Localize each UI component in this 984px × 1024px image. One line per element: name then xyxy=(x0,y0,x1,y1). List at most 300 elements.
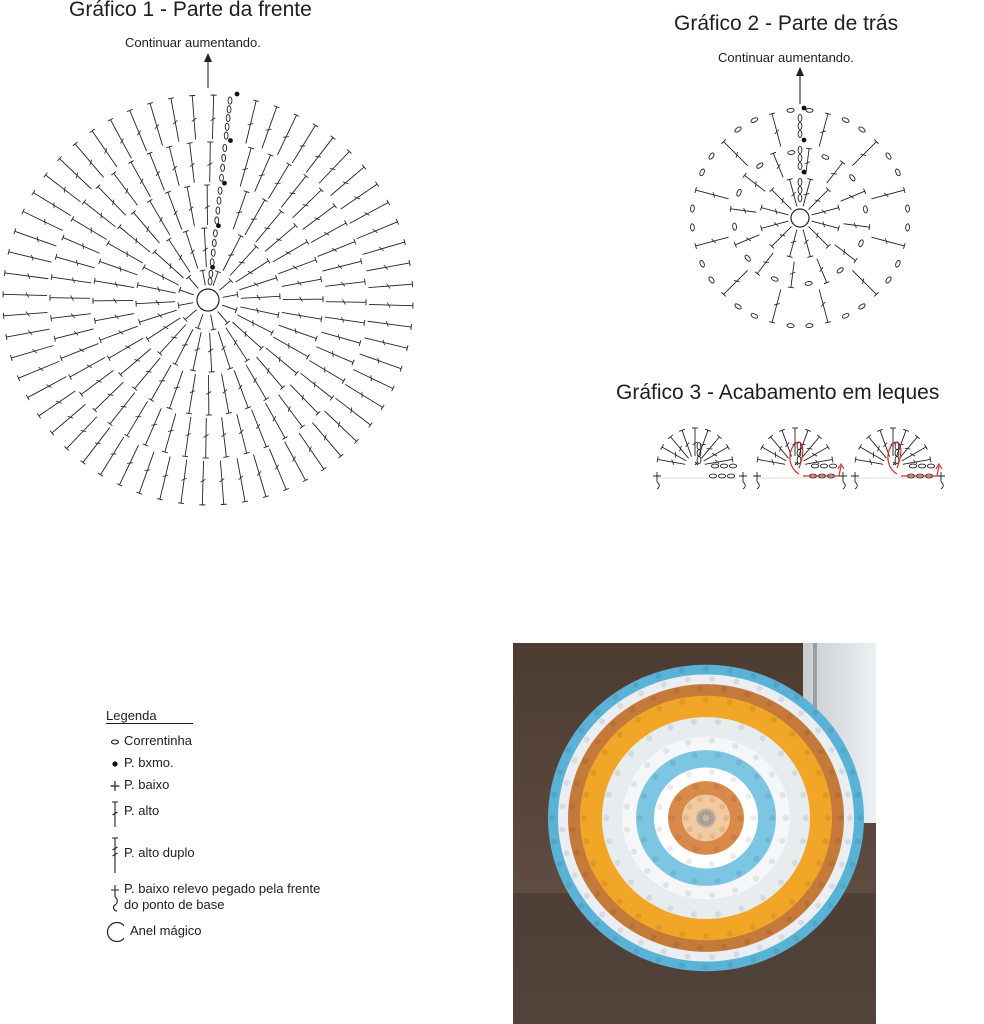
chain-stitch xyxy=(788,150,796,155)
stitch xyxy=(222,374,232,414)
stitch xyxy=(311,220,347,242)
stitch xyxy=(257,357,285,389)
chain-icon xyxy=(106,733,124,749)
stitch xyxy=(69,358,105,380)
chain-stitch xyxy=(771,276,779,282)
chain-stitch xyxy=(811,464,818,468)
stitch xyxy=(265,223,297,251)
stitch xyxy=(804,444,830,461)
legend-label: P. alto duplo xyxy=(124,845,195,860)
stitch xyxy=(124,401,147,437)
stitch xyxy=(322,258,362,271)
stitch xyxy=(704,444,730,461)
chain-stitch xyxy=(699,260,705,268)
front-post-stitch xyxy=(839,472,847,489)
stitch xyxy=(779,429,791,456)
chain-stitch xyxy=(224,132,228,139)
chain-stitch xyxy=(821,154,829,160)
stitch xyxy=(37,391,75,418)
chain-stitch xyxy=(718,474,725,478)
stitch xyxy=(206,375,212,415)
stitch xyxy=(801,435,821,458)
stitch xyxy=(369,281,413,288)
stitch xyxy=(117,445,139,486)
stitch xyxy=(165,191,182,230)
legend-item-magic-ring xyxy=(106,921,366,943)
legend-label: P. bxmo. xyxy=(124,755,174,770)
stitch xyxy=(246,365,269,401)
stitch xyxy=(266,403,288,439)
stitch xyxy=(755,253,773,275)
stitch xyxy=(877,429,889,456)
stitch xyxy=(147,103,162,146)
stitch xyxy=(203,418,209,458)
fan-3 xyxy=(851,428,945,489)
stitch xyxy=(318,239,356,257)
stitch xyxy=(186,374,196,414)
front-post-stitch xyxy=(851,472,859,489)
stitch xyxy=(99,326,138,343)
stitch xyxy=(325,279,365,287)
stitch xyxy=(293,188,324,218)
stitch xyxy=(118,349,150,377)
stitch xyxy=(787,230,797,258)
chain-stitch xyxy=(729,464,736,468)
stitch xyxy=(218,331,233,369)
stitch xyxy=(90,129,117,167)
stitch xyxy=(221,417,229,457)
stitch xyxy=(695,237,729,249)
stitch xyxy=(239,275,277,290)
chain-stitch xyxy=(895,168,901,176)
stitch xyxy=(701,435,721,458)
stitch xyxy=(285,442,309,482)
stitch xyxy=(325,317,365,326)
chain-stitch xyxy=(750,117,758,123)
stitch xyxy=(350,200,390,224)
stitch xyxy=(812,205,840,215)
chain-stitch xyxy=(849,174,856,182)
stitch xyxy=(26,377,66,401)
chain-stitch xyxy=(734,303,742,310)
stitch xyxy=(844,223,870,231)
magic-ring-icon xyxy=(106,921,124,943)
stitch xyxy=(761,444,787,461)
double-crochet-icon xyxy=(106,799,124,829)
stitch xyxy=(252,410,270,448)
stitch xyxy=(331,165,366,196)
stitch xyxy=(273,337,309,359)
chain-stitch xyxy=(798,146,802,153)
stitch xyxy=(117,224,150,252)
stitch xyxy=(190,332,201,371)
stitch xyxy=(57,156,91,189)
stitch xyxy=(341,182,379,209)
chain-stitch xyxy=(227,106,231,113)
stitch xyxy=(787,179,797,207)
stitch xyxy=(312,423,343,458)
stitch xyxy=(803,179,813,207)
stitch xyxy=(223,292,238,298)
stitch xyxy=(278,395,304,429)
legend-item-chain xyxy=(106,733,366,749)
stitch xyxy=(149,365,171,401)
stitch xyxy=(769,113,781,147)
stitch xyxy=(303,203,337,229)
stitch xyxy=(200,270,206,285)
slip-stitch xyxy=(802,138,807,143)
stitch xyxy=(279,325,318,341)
stitch xyxy=(178,302,193,308)
stitch xyxy=(3,312,47,319)
fan-1 xyxy=(653,428,747,489)
stitch xyxy=(223,235,243,271)
chain-stitch xyxy=(905,224,909,232)
stitch xyxy=(841,188,866,201)
stitch xyxy=(219,278,232,290)
legend-item-single-crochet xyxy=(106,777,366,793)
chain-stitch xyxy=(708,276,715,284)
stitch xyxy=(273,239,309,262)
chain-stitch xyxy=(222,154,226,161)
chain-stitch xyxy=(699,168,705,176)
stitch xyxy=(107,338,143,361)
slip-stitch-icon xyxy=(106,755,124,771)
stitch xyxy=(292,124,318,163)
stitch xyxy=(788,262,796,288)
stitch xyxy=(11,346,54,361)
chain-stitch xyxy=(798,194,802,201)
chain-stitch xyxy=(210,259,214,266)
stitch xyxy=(173,329,193,365)
stitch xyxy=(299,433,326,471)
chain-stitch xyxy=(709,474,716,478)
stitch xyxy=(32,190,71,216)
stitch xyxy=(50,295,90,301)
stitch xyxy=(301,373,334,400)
chain-stitch xyxy=(858,126,866,133)
chain-stitch xyxy=(732,223,737,231)
chart1-title: Gráfico 1 - Parte da frente xyxy=(69,0,312,21)
stitch xyxy=(139,310,177,325)
stitch xyxy=(364,338,407,351)
stitch xyxy=(199,461,205,505)
chain-stitch xyxy=(806,323,814,327)
stitch xyxy=(96,185,126,216)
stitch xyxy=(353,370,394,392)
stitch xyxy=(182,417,191,457)
stitch xyxy=(679,429,691,456)
stitch xyxy=(79,370,113,396)
chain-stitch xyxy=(208,278,212,285)
stitch xyxy=(730,206,756,214)
chain-stitch xyxy=(798,162,802,169)
treble-crochet-icon xyxy=(106,835,124,875)
stitch xyxy=(157,456,170,499)
stitch xyxy=(220,461,227,505)
stitch xyxy=(108,118,132,158)
stitch xyxy=(827,161,845,183)
stitch xyxy=(237,414,250,454)
stitch xyxy=(282,276,322,286)
arrow-head xyxy=(796,67,804,76)
stitch xyxy=(207,142,213,182)
chain-stitch xyxy=(842,313,850,319)
stitch xyxy=(179,287,194,295)
stitch xyxy=(819,113,831,147)
stitch xyxy=(241,293,280,300)
stitch xyxy=(325,411,359,444)
chain-stitch xyxy=(213,230,217,237)
chain-stitch xyxy=(211,249,215,256)
stitch xyxy=(761,221,789,231)
stitch xyxy=(266,348,299,376)
stitch xyxy=(210,315,216,330)
stitch xyxy=(99,259,138,275)
stitch xyxy=(98,437,124,476)
stitch xyxy=(108,393,135,426)
stitch xyxy=(222,305,237,313)
stitch xyxy=(168,98,179,142)
stitch xyxy=(137,282,176,293)
chain-stitch xyxy=(218,187,222,194)
stitch xyxy=(360,354,402,372)
stitch xyxy=(50,404,85,435)
stitch xyxy=(210,95,216,139)
chain-stitch xyxy=(858,239,864,247)
legend-item-treble-crochet xyxy=(106,835,366,875)
chain-stitch xyxy=(690,205,694,213)
chain-stitch xyxy=(885,276,892,284)
stitch xyxy=(55,254,94,268)
chain-stitch xyxy=(918,464,925,468)
stitch xyxy=(899,435,919,458)
chain-stitch xyxy=(215,217,219,224)
stitch xyxy=(94,278,134,288)
stitch xyxy=(73,142,104,177)
slip-stitch xyxy=(802,106,807,111)
chart2-title: Gráfico 2 - Parte de trás xyxy=(674,12,899,35)
chain-stitch xyxy=(798,178,802,185)
stitch xyxy=(184,186,194,226)
chain-stitch xyxy=(798,130,802,137)
stitch xyxy=(281,174,308,207)
legend-label: Anel mágico xyxy=(130,923,202,938)
stitch xyxy=(44,173,81,202)
chain-stitch xyxy=(756,162,764,169)
stitch xyxy=(17,361,59,381)
stitch xyxy=(208,333,215,372)
cushion-rings xyxy=(548,665,864,972)
chain-stitch xyxy=(805,281,813,286)
chain-stitch xyxy=(690,224,694,232)
chain-stitch xyxy=(697,442,701,449)
legend-item-front-post xyxy=(106,881,366,915)
stitch xyxy=(326,299,366,305)
stitch xyxy=(661,444,687,461)
chain-stitch xyxy=(228,97,232,104)
stitch xyxy=(127,109,147,151)
stitch xyxy=(183,310,196,322)
chain-stitch xyxy=(806,108,814,112)
stitch xyxy=(3,291,47,297)
chain-stitch xyxy=(720,464,727,468)
chart1-note: Continuar aumentando. xyxy=(125,35,261,50)
stitch xyxy=(256,209,284,242)
stitch xyxy=(255,154,274,192)
stitch xyxy=(278,257,317,274)
stitch xyxy=(60,344,98,362)
slip-stitch xyxy=(228,138,233,143)
stitch xyxy=(852,270,878,296)
chain-stitch xyxy=(798,114,802,121)
stitch xyxy=(345,384,384,410)
stitch xyxy=(201,228,208,267)
chain-stitch xyxy=(858,303,866,310)
stitch xyxy=(283,296,323,302)
chain-stitch xyxy=(787,108,795,112)
stitch xyxy=(808,188,830,210)
stitch xyxy=(319,149,352,183)
front-post-stitch xyxy=(753,472,761,489)
cushion-image xyxy=(513,643,876,1024)
chart2-note: Continuar aumentando. xyxy=(718,50,854,65)
stitch xyxy=(131,210,159,242)
chain-stitch xyxy=(836,267,844,274)
stitch xyxy=(871,237,905,249)
stitch xyxy=(128,161,150,197)
stitch xyxy=(93,298,133,304)
chart1-diagram xyxy=(0,50,440,510)
stitch xyxy=(143,408,162,446)
stitch xyxy=(734,235,759,248)
finished-cushion-photo xyxy=(513,643,876,1024)
stitch xyxy=(187,143,195,183)
stitch xyxy=(6,329,50,340)
stitch xyxy=(81,428,110,465)
stitch xyxy=(147,152,165,190)
stitch xyxy=(812,221,840,231)
stitch xyxy=(803,230,813,258)
stitch xyxy=(189,95,196,139)
stitch xyxy=(254,454,269,497)
legend-label: Correntinha xyxy=(124,733,192,748)
chain-stitch xyxy=(216,207,220,214)
stitch xyxy=(808,226,830,248)
stitch xyxy=(14,228,56,246)
chain-stitch xyxy=(744,254,751,262)
magic-ring xyxy=(197,289,219,311)
chain-stitch xyxy=(727,474,734,478)
stitch xyxy=(269,449,289,491)
front-post-stitch xyxy=(937,472,945,489)
slip-stitch xyxy=(802,170,807,175)
stitch xyxy=(246,100,259,143)
stitch xyxy=(143,265,179,285)
chain-stitch xyxy=(842,117,850,123)
stitch xyxy=(166,146,179,186)
chain-stitch xyxy=(905,205,909,213)
legend xyxy=(106,708,366,949)
stitch xyxy=(306,136,335,173)
stitch xyxy=(94,314,134,324)
chain-stitch xyxy=(885,152,892,160)
stitch xyxy=(8,249,51,262)
chain-stitch xyxy=(736,189,742,197)
legend-item-slip-stitch xyxy=(106,755,366,771)
fan-2 xyxy=(753,428,847,489)
stitch xyxy=(722,270,748,296)
stitch xyxy=(51,313,91,321)
chain-stitch xyxy=(909,464,916,468)
stitch xyxy=(859,444,885,461)
stitch xyxy=(167,371,183,410)
chain-stitch xyxy=(223,144,227,151)
stitch xyxy=(71,216,107,239)
chain-stitch xyxy=(798,122,802,129)
stitch xyxy=(366,260,410,271)
stitch xyxy=(761,205,789,215)
stitch xyxy=(195,314,203,329)
stitch xyxy=(82,200,115,227)
single-crochet-icon xyxy=(106,777,124,793)
chain-stitch xyxy=(820,464,827,468)
stitch xyxy=(357,219,399,239)
chart3-title: Gráfico 3 - Acabamento em leques xyxy=(616,381,940,404)
front-post-single-crochet-icon xyxy=(106,881,124,915)
stitch xyxy=(722,140,748,166)
stitch xyxy=(147,199,170,235)
chain-stitch xyxy=(225,123,229,130)
front-post-stitch xyxy=(653,472,661,489)
stitch xyxy=(136,300,175,307)
chain-stitch xyxy=(798,186,802,193)
legend-item-double-crochet xyxy=(106,799,366,829)
stitch xyxy=(107,241,143,263)
stitch xyxy=(136,452,154,494)
stitch xyxy=(336,398,373,427)
stitch xyxy=(268,163,291,199)
chain-stitch xyxy=(209,270,213,277)
legend-label: P. alto xyxy=(124,803,160,818)
stitch xyxy=(234,370,251,409)
stitch xyxy=(852,140,878,166)
stitch xyxy=(178,460,187,504)
stitch xyxy=(770,188,792,210)
stitch xyxy=(278,114,300,155)
stitch xyxy=(835,245,857,263)
stitch xyxy=(54,329,94,342)
chain-stitch xyxy=(927,464,934,468)
stitch xyxy=(218,311,230,324)
slip-stitch xyxy=(222,181,227,186)
stitch xyxy=(316,347,354,366)
chain-stitch xyxy=(217,197,221,204)
chain-stitch xyxy=(220,174,224,181)
stitch xyxy=(902,444,928,461)
stitch xyxy=(369,302,413,308)
stitch xyxy=(62,235,100,254)
stitch xyxy=(743,173,765,191)
chart3-diagram xyxy=(650,408,980,498)
stitch xyxy=(51,274,91,283)
stitch xyxy=(695,187,729,199)
stitch xyxy=(237,458,248,502)
stitch xyxy=(233,191,249,230)
chain-stitch xyxy=(787,323,795,327)
stitch xyxy=(368,321,412,330)
stitch xyxy=(204,185,210,225)
